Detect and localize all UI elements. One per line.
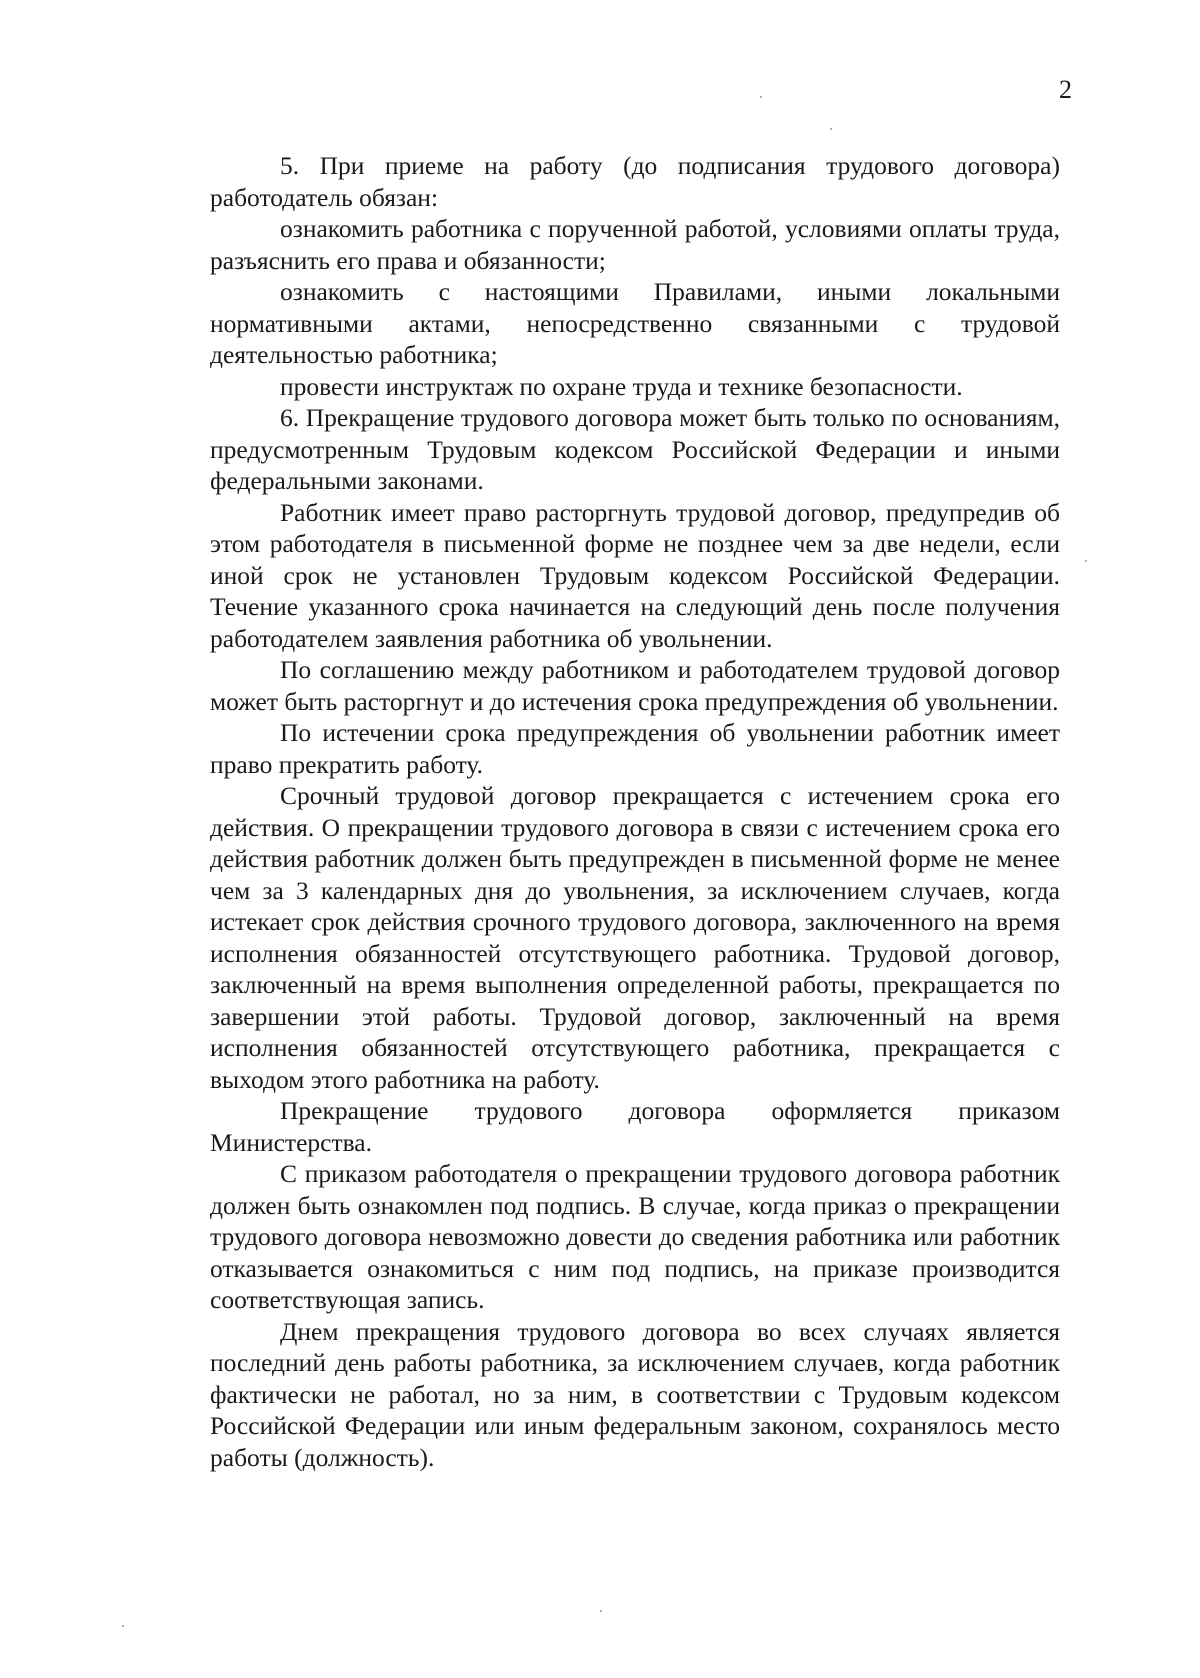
scan-speck (830, 128, 832, 130)
scan-speck (122, 1625, 124, 1627)
paragraph-fixed-term-contract: Срочный трудовой договор прекращается с истечением срока его действия. О прекращении трудового договора в связи с истечением срока его действия работник должен быть предупрежден в письменной форме не менее чем за 3 календарных дня до увольнения, за исключением случаев, когда истекает срок действия срочного трудового договора, заключенного на время исполнения обязанностей отсутствующего работника. Трудовой договор, заключенный на время выполнения определенной работы, прекращается по завершении этой работы. Трудовой договор, заключенный на время исполнения обязанностей отсутствующего работника, прекращается с выходом этого работника на работу. (210, 781, 1060, 1094)
paragraph-mutual-agreement: По соглашению между работником и работодателем трудовой договор может быть расторгнут и до истечения срока предупреждения об увольнении. (210, 655, 1060, 716)
paragraph-termination-order: Прекращение трудового договора оформляется приказом Министерства. (210, 1096, 1060, 1157)
paragraph-notice-expiry: По истечении срока предупреждения об увольнении работник имеет право прекратить работу. (210, 718, 1060, 779)
scan-speck (760, 96, 762, 98)
paragraph-introduce-work: ознакомить работника с порученной работой, условиями оплаты труда, разъяснить его права и обязанности; (210, 214, 1060, 275)
paragraph-safety-briefing: провести инструктаж по охране труда и технике безопасности. (280, 371, 963, 401)
document-body (210, 150, 1060, 1473)
scan-speck (1085, 560, 1087, 562)
paragraph-employee-resignation: Работник имеет право расторгнуть трудовой договор, предупредив об этом работодателя в письменной форме не позднее чем за две недели, если иной срок не установлен Трудовым кодексом Российской Федерации. Течение указанного срока начинается на следующий день после получения работодателем заявления работника об увольнении. (210, 497, 1060, 653)
paragraph-introduce-rules: ознакомить с настоящими Правилами, иными локальными нормативными актами, непосредственно связанными с трудовой деятельностью работника; (210, 277, 1060, 369)
paragraph-order-acknowledgement: С приказом работодателя о прекращении трудового договора работник должен быть ознакомлен под подпись. В случае, когда приказ о прекращении трудового договора невозможно довести до сведения работника или работник отказывается ознакомиться с ним под подпись, на приказе производится соответствующая запись. (210, 1159, 1060, 1314)
scan-speck (600, 1610, 602, 1612)
paragraph-termination-grounds: 6. Прекращение трудового договора может быть только по основаниям, предусмотренным Трудовым кодексом Российской Федерации и иными федеральными законами. (210, 403, 1060, 495)
paragraph-termination-day: Днем прекращения трудового договора во всех случаях является последний день работы работника, за исключением случаев, когда работник фактически не работал, но за ним, в соответствии с Трудовым кодексом Российской Федерации или иным федеральным законом, сохранялось место работы (должность). (210, 1316, 1060, 1472)
paragraph-hiring-obligations: 5. При приеме на работу (до подписания трудового договора) работодатель обязан: (210, 151, 1060, 212)
page-number: 2 (1059, 75, 1072, 104)
